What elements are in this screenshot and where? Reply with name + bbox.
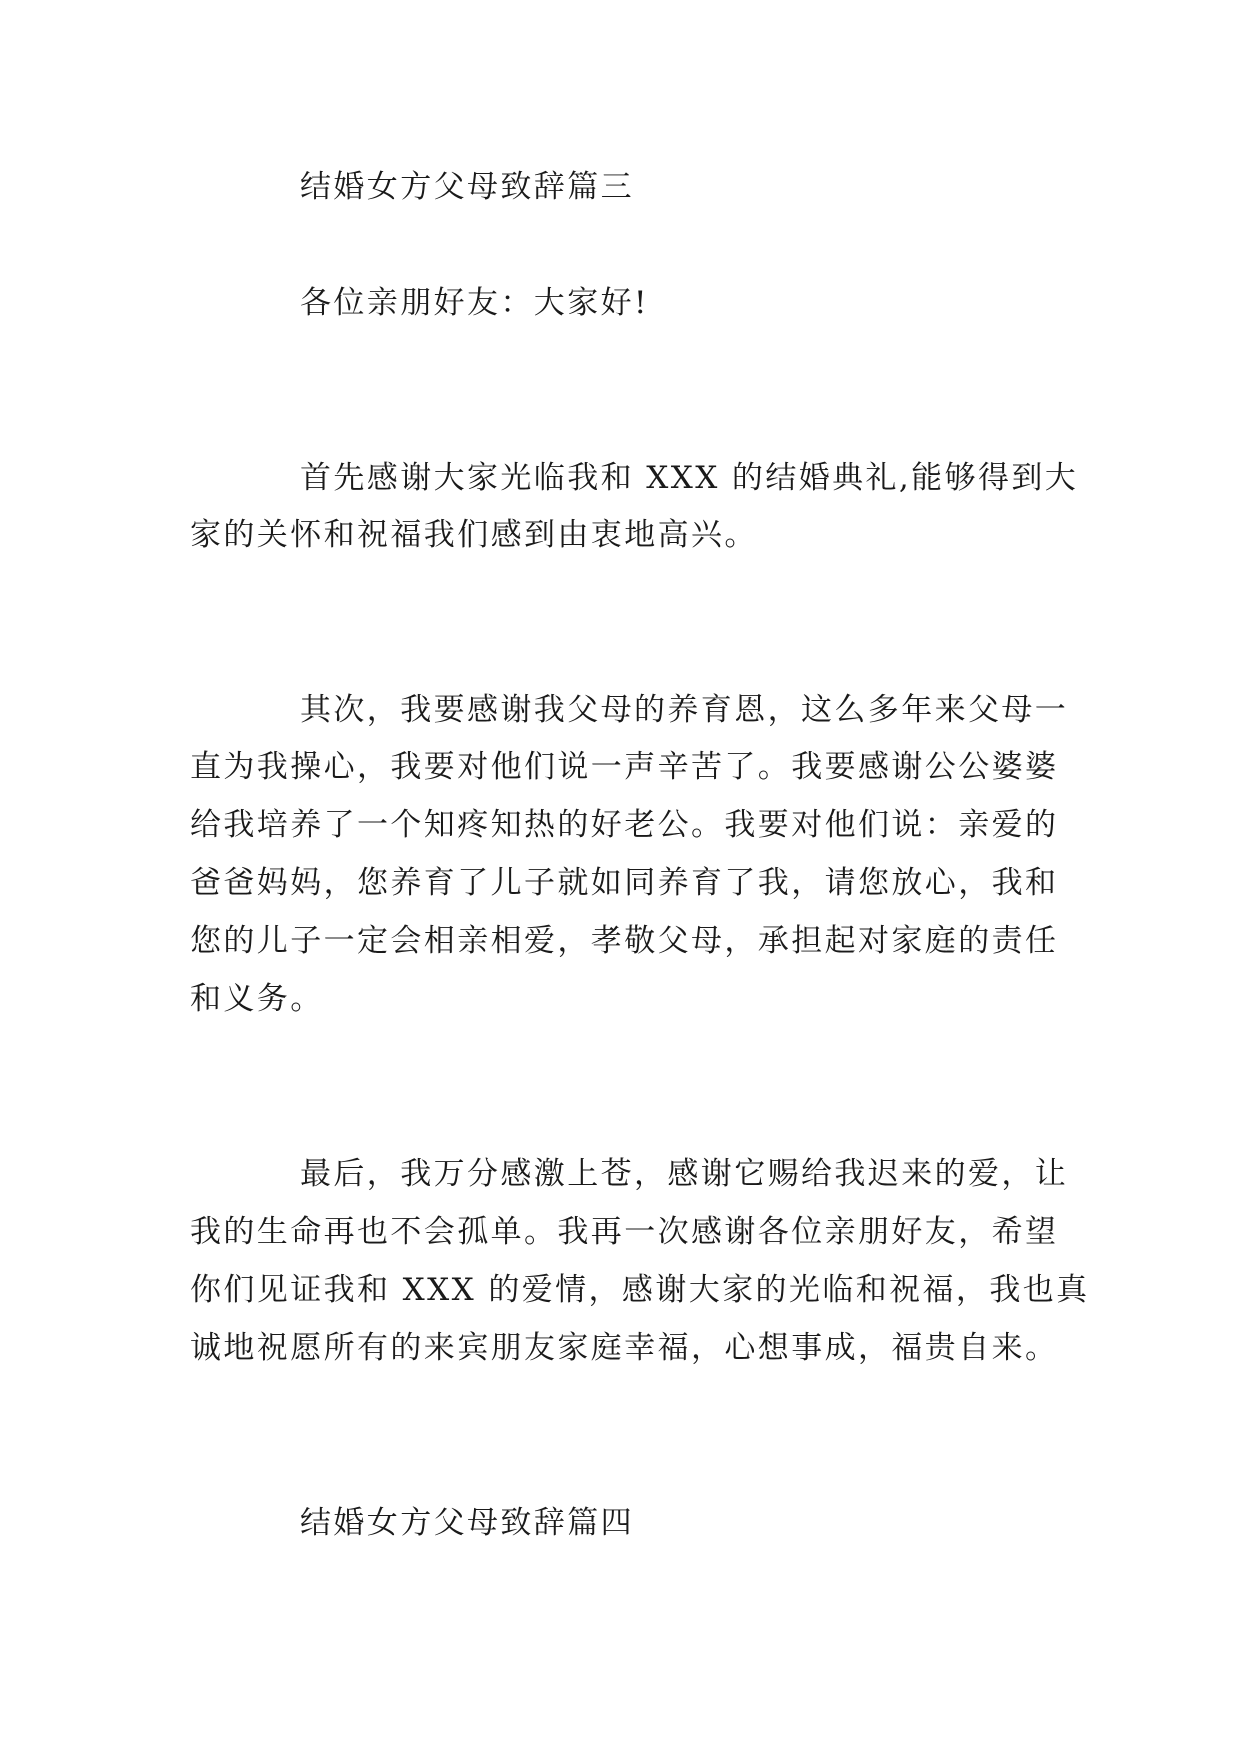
paragraph-line: 你们见证我和 XXX 的爱情，感谢大家的光临和祝福，我也真	[190, 1272, 1090, 1308]
paragraph-line: 直为我操心，我要对他们说一声辛苦了。我要感谢公公婆婆	[190, 749, 1059, 785]
section-heading-3: 结婚女方父母致辞篇三	[300, 169, 634, 205]
paragraph-line: 首先感谢大家光临我和 XXX 的结婚典礼,能够得到大	[300, 460, 1079, 496]
paragraph-line: 爸爸妈妈，您养育了儿子就如同养育了我，请您放心，我和	[190, 865, 1059, 901]
paragraph-line: 最后，我万分感激上苍，感谢它赐给我迟来的爱，让	[300, 1156, 1069, 1192]
paragraph-line: 给我培养了一个知疼知热的好老公。我要对他们说：亲爱的	[190, 807, 1059, 843]
section-heading-4: 结婚女方父母致辞篇四	[300, 1505, 634, 1541]
paragraph-line: 家的关怀和祝福我们感到由衷地高兴。	[190, 517, 758, 553]
paragraph-line: 和义务。	[190, 981, 324, 1017]
paragraph-line: 诚地祝愿所有的来宾朋友家庭幸福，心想事成，福贵自来。	[190, 1330, 1059, 1366]
paragraph-line: 其次，我要感谢我父母的养育恩，这么多年来父母一	[300, 692, 1069, 728]
greeting: 各位亲朋好友：大家好!	[300, 285, 649, 321]
paragraph-line: 您的儿子一定会相亲相爱，孝敬父母，承担起对家庭的责任	[190, 923, 1059, 959]
paragraph-line: 我的生命再也不会孤单。我再一次感谢各位亲朋好友，希望	[190, 1214, 1059, 1250]
